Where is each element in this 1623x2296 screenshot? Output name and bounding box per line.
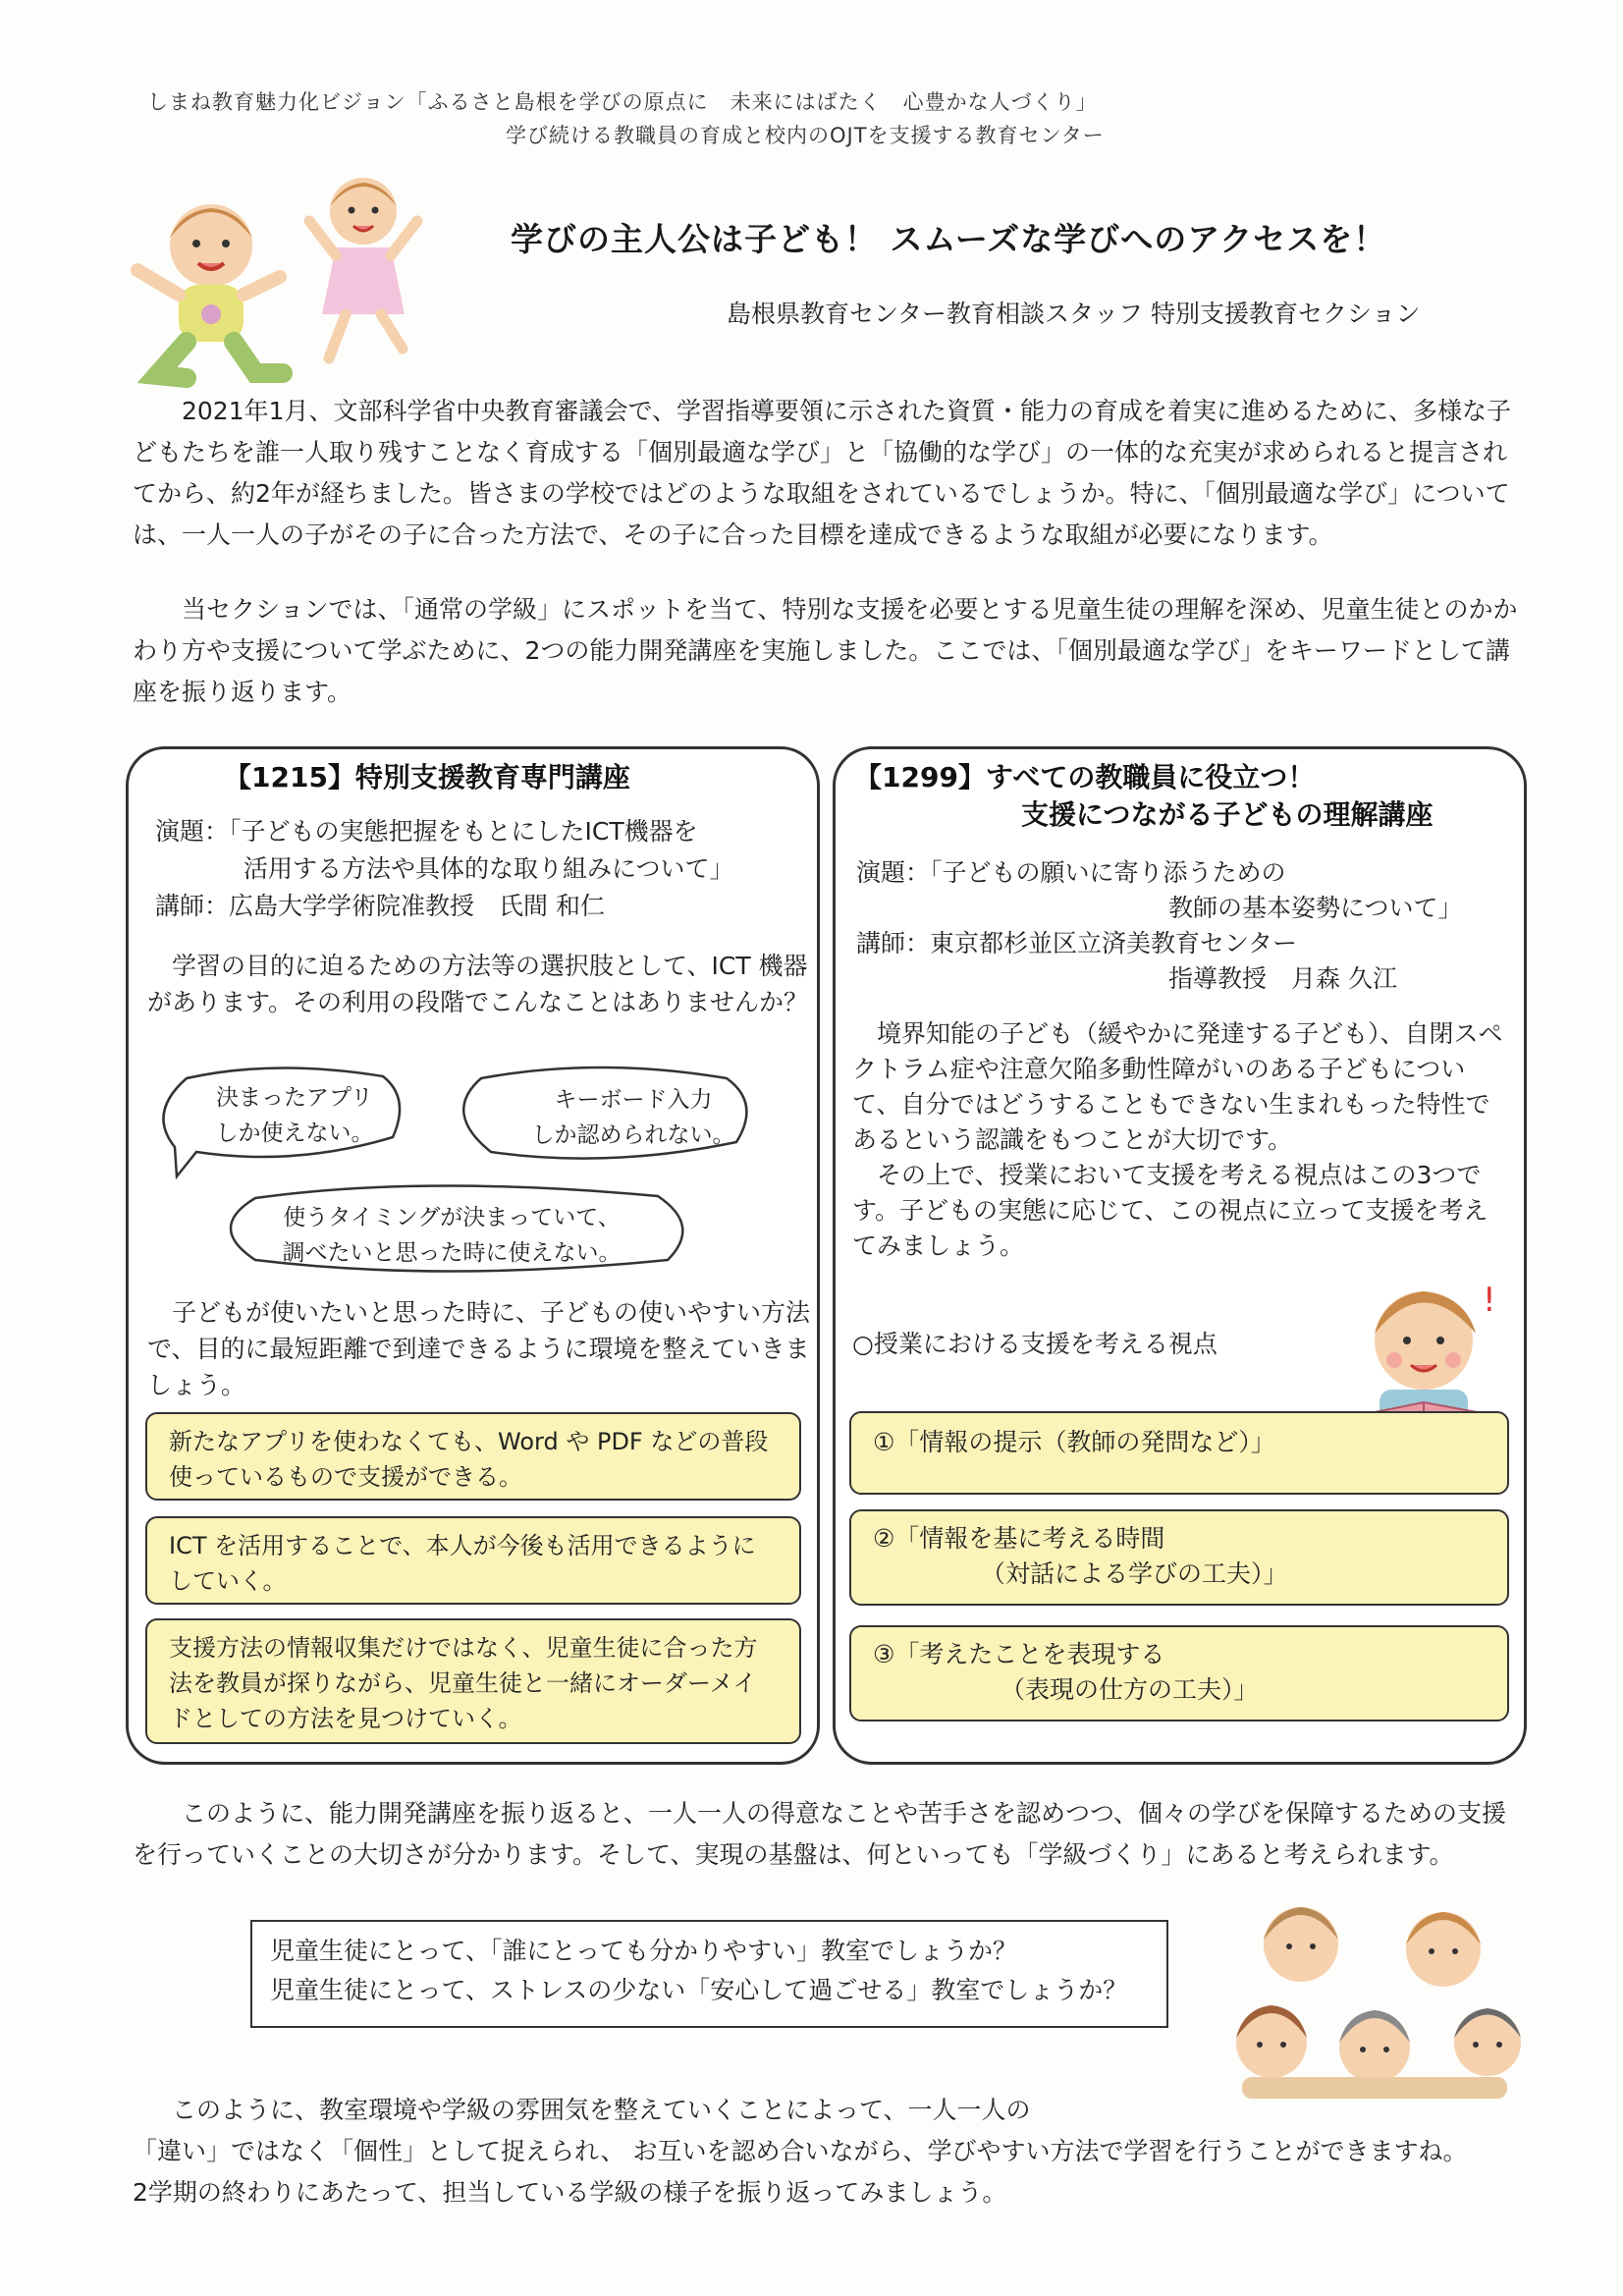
question-2: 児童生徒にとって、ストレスの少ない「安心して過ごせる」教室でしょうか？ bbox=[270, 1976, 1128, 2004]
bubble-1-line2: しか使えない。 bbox=[215, 1121, 374, 1146]
svg-text:!: ! bbox=[1483, 1281, 1496, 1320]
right-theme-line2: 教師の基本姿勢について」 bbox=[1168, 894, 1463, 922]
bubble-2-line2: しか認められない。 bbox=[531, 1122, 735, 1148]
bubble-1-line1: 決まったアプリ bbox=[215, 1085, 374, 1111]
left-point-box-1: 新たなアプリを使わなくても、Word や PDF などの普段使っているもので支援ができる。 bbox=[145, 1412, 801, 1501]
question-1: 児童生徒にとって、「誰にとっても分かりやすい」教室でしょうか？ bbox=[270, 1937, 1018, 1965]
question-box bbox=[250, 1920, 1168, 2028]
right-theme-line1: 演題：「子どもの願いに寄り添うための bbox=[856, 858, 1286, 887]
center-header: 学び続ける教職員の育成と校内のOJTを支援する教育センター bbox=[506, 124, 1105, 147]
summary-paragraph: このように、能力開発講座を振り返ると、一人一人の得意なことや苦手さを認めつつ、個々の学びを保障するための支援を行っていくことの大切さが分かります。そして、実現の基盤は、何といっても「学級づくり」にあると考えられます。 bbox=[133, 1799, 1507, 1869]
right-text-1: 境界知能の子ども（緩やかに発達する子ども）、自閉スペクトラム症や注意欠陥多動性障がいのある子どもについて、自分ではどうすることもできない生まれもった特性であるという認識をもつことが大切です。 bbox=[852, 1019, 1503, 1154]
bubble-2 bbox=[496, 1082, 771, 1153]
left-theme-line1: 演題：「子どもの実態把握をもとにしたICT機器を bbox=[155, 817, 698, 846]
right-lecturer-line2: 指導教授 月森 久江 bbox=[1168, 964, 1397, 993]
left-point-box-3: 支援方法の情報収集だけではなく、児童生徒に合った方法を教員が探りながら、児童生徒と一緒にオーダーメイドとしての方法を見つけていく。 bbox=[145, 1618, 801, 1744]
intro-paragraph-1: 2021年1月、文部科学省中央教育審議会で、学習指導要領に示された資質・能力の育成を着実に進めるために、多様な子どもたちを誰一人取り残すことなく育成する「個別最適な学び」と「協働的な学び」の一体的な充実が求められると提言されてから、約2年が経ちました。皆さまの学校ではどのような取組をされているでしょうか。特に、「個別最適な学び」については、一人一人の子がその子に合った方法で、その子に合った目標を達成できるような取組が必要になります。 bbox=[133, 397, 1512, 549]
viewpoint-box-1 bbox=[849, 1411, 1509, 1495]
jumping-children-illustration bbox=[118, 167, 442, 393]
right-panel-title-line2: 支援につながる子どもの理解講座 bbox=[1021, 798, 1434, 831]
right-text-2: その上で、授業において支援を考える視点はこの3つです。子どもの実態に応じて、この視点に立って支援を考えてみましょう。 bbox=[852, 1161, 1488, 1260]
right-lecturer-line1: 講師：東京都杉並区立済美教育センター bbox=[856, 929, 1298, 957]
left-panel-title: 【1215】特別支援教育専門講座 bbox=[224, 761, 630, 793]
bubble-1 bbox=[177, 1080, 412, 1151]
viewpoint-box-3-line2: （表現の仕方の工夫）」 bbox=[1001, 1675, 1259, 1704]
page-subtitle: 島根県教育センター教育相談スタッフ 特別支援教育セクション bbox=[727, 300, 1421, 328]
viewpoint-box-2-line2: （対話による学びの工夫）」 bbox=[981, 1559, 1288, 1588]
viewpoint-heading: ○授業における支援を考える視点 bbox=[852, 1330, 1217, 1358]
left-point-box-2: ICT を活用することで、本人が今後も活用できるようにしていく。 bbox=[145, 1516, 801, 1605]
closing-line-2: 「違い」ではなく「個性」として捉えられ、 お互いを認め合いながら、学びやすい方法で学習を行うことができますね。 bbox=[133, 2137, 1468, 2165]
bubble-2-line1: キーボード入力 bbox=[554, 1087, 713, 1113]
left-theme-line2: 活用する方法や具体的な取り組みについて」 bbox=[243, 854, 734, 883]
vision-header: しまね教育魅力化ビジョン「ふるさと島根を学びの原点に 未来にはばたく 心豊かな人づくり」 bbox=[147, 90, 1098, 114]
left-lecturer: 講師：広島大学学術院准教授 氏間 和仁 bbox=[155, 892, 605, 920]
children-group-illustration bbox=[1213, 1886, 1542, 2102]
viewpoint-box-2-line1: ②「情報を基に考える時間 bbox=[873, 1524, 1165, 1553]
viewpoint-box-3-line1: ③「考えたことを表現する bbox=[873, 1640, 1165, 1668]
viewpoint-box-2 bbox=[849, 1509, 1509, 1606]
viewpoint-box-1-line1: ①「情報の提示（教師の発問など）」 bbox=[873, 1428, 1275, 1456]
closing-line-3: 2学期の終わりにあたって、担当している学級の様子を振り返ってみましょう。 bbox=[133, 2178, 1007, 2207]
right-panel-title-line1: 【1299】すべての教職員に役立つ！ bbox=[854, 761, 1316, 793]
page-title: 学びの主人公は子ども！ スムーズな学びへのアクセスを！ bbox=[511, 220, 1387, 258]
intro-paragraph-2: 当セクションでは、「通常の学級」にスポットを当て、特別な支援を必要とする児童生徒の理解を深め、児童生徒とのかかわり方や支援について学ぶために、2つの能力開発講座を実施しました。ここでは、「個別最適な学び」をキーワードとして講座を振り返ります。 bbox=[133, 595, 1518, 706]
closing-line-1: このように、教室環境や学級の雰囲気を整えていくことによって、一人一人の bbox=[172, 2096, 1031, 2124]
bubble-3-line2: 調べたいと思った時に使えない。 bbox=[282, 1240, 622, 1266]
left-lead-text: 学習の目的に迫るための方法等の選択肢として、ICT 機器があります。その利用の段階でこんなことはありませんか？ bbox=[147, 952, 809, 1016]
viewpoint-box-3 bbox=[849, 1625, 1509, 1722]
bubble-3-line1: 使うタイミングが決まっていて、 bbox=[283, 1205, 621, 1230]
bubble-3 bbox=[245, 1200, 658, 1271]
left-conclusion-text: 子どもが使いたいと思った時に、子どもの使いやすい方法で、目的に最短距離で到達できるように環境を整えていきましょう。 bbox=[147, 1298, 811, 1399]
